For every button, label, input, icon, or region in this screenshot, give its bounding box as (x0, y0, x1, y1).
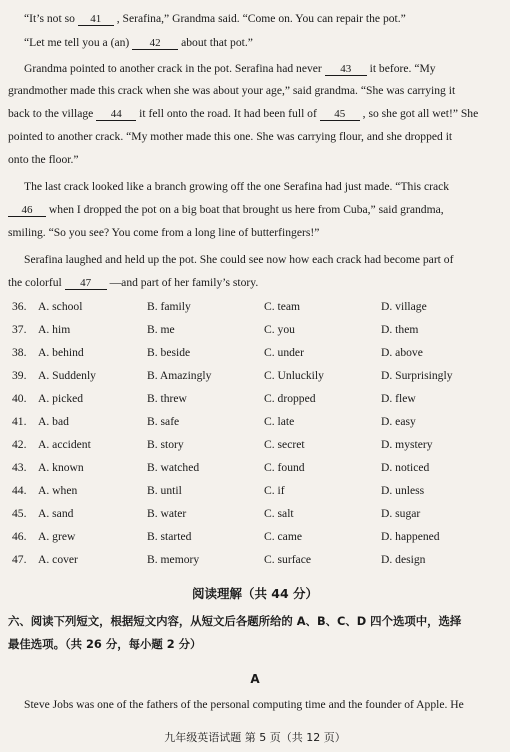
text: when I dropped the pot on a big boat that brought us here from Cuba,” said grandma, (48, 203, 444, 216)
option-row (12, 300, 502, 314)
question-number: 43. (12, 461, 27, 474)
option-b: B. water (147, 507, 187, 520)
option-b: B. story (147, 438, 184, 451)
question-number: 41. (12, 415, 27, 428)
option-row (12, 507, 502, 521)
question-number: 37. (12, 323, 27, 336)
question-number: 42. (12, 438, 27, 451)
option-c: C. team (264, 300, 301, 313)
passage-line (8, 107, 478, 121)
option-b: B. memory (147, 553, 200, 566)
passage-line: Steve Jobs was one of the fathers of the personal computing time and the founder of Apple. He (24, 698, 464, 711)
blank-43: 43 (325, 63, 367, 76)
option-row (12, 415, 502, 429)
question-number: 36. (12, 300, 27, 313)
blank-45: 45 (320, 108, 360, 121)
option-b: B. until (147, 484, 182, 497)
option-d: D. noticed (381, 461, 430, 474)
question-number: 40. (12, 392, 27, 405)
text: it fell onto the road. It had been full of (139, 107, 317, 120)
question-number: 39. (12, 369, 27, 382)
option-d: D. easy (381, 415, 416, 428)
section-heading: 阅读理解（共 44 分） (191, 586, 319, 601)
option-c: C. salt (264, 507, 294, 520)
passage-line (24, 12, 406, 26)
option-d: D. Surprisingly (381, 369, 453, 382)
option-b: B. Amazingly (147, 369, 212, 382)
option-c: C. Unluckily (264, 369, 324, 382)
option-row (12, 369, 502, 383)
option-c: C. came (264, 530, 302, 543)
blank-41: 41 (78, 13, 114, 26)
option-row (12, 484, 502, 498)
option-a: A. accident (38, 438, 91, 451)
passage-line: The last crack looked like a branch growing off the one Serafina had just made. “This crack (24, 180, 450, 193)
question-number: 47. (12, 553, 27, 566)
text: it before. “My (369, 62, 436, 75)
passage-line (8, 276, 258, 290)
option-a: A. grew (38, 530, 76, 543)
option-a: A. known (38, 461, 84, 474)
option-a: A. behind (38, 346, 84, 359)
passage-line: onto the floor.” (8, 153, 79, 166)
option-a: A. him (38, 323, 71, 336)
option-b: B. me (147, 323, 175, 336)
option-d: D. happened (381, 530, 440, 543)
blank-42: 42 (132, 37, 178, 50)
option-b: B. threw (147, 392, 187, 405)
blank-44: 44 (96, 108, 136, 121)
question-number: 38. (12, 346, 27, 359)
option-d: D. flew (381, 392, 416, 405)
option-c: C. secret (264, 438, 305, 451)
option-d: D. sugar (381, 507, 421, 520)
option-a: A. bad (38, 415, 69, 428)
text: “Let me tell you a (an) (24, 36, 130, 49)
text: the colorful (8, 276, 62, 289)
option-b: B. watched (147, 461, 200, 474)
option-d: D. village (381, 300, 427, 313)
blank-47: 47 (65, 277, 107, 290)
passage-line: smiling. “So you see? You come from a long line of butterfingers!” (8, 226, 320, 239)
option-row (12, 461, 502, 475)
text: —and part of her family’s story. (109, 276, 259, 289)
question-number: 45. (12, 507, 27, 520)
text: back to the village (8, 107, 94, 120)
option-d: D. them (381, 323, 419, 336)
text: “It’s not so (24, 12, 75, 25)
blank-46: 46 (8, 204, 46, 217)
passage-line: pointed to another crack. “My mother made this one. She was carrying flour, and she dropped it (8, 130, 453, 143)
option-row (12, 346, 502, 360)
passage-line (8, 203, 444, 217)
question-number: 44. (12, 484, 27, 497)
option-a: A. cover (38, 553, 78, 566)
passage-line (24, 36, 253, 50)
option-b: B. started (147, 530, 192, 543)
option-a: A. picked (38, 392, 84, 405)
text: , so she got all wet!” She (362, 107, 479, 120)
passage-line (24, 62, 436, 76)
option-a: A. Suddenly (38, 369, 96, 382)
question-number: 46. (12, 530, 27, 543)
option-b: B. family (147, 300, 191, 313)
option-a: A. sand (38, 507, 74, 520)
option-c: C. you (264, 323, 295, 336)
part-label: A (250, 672, 260, 686)
text: about that pot.” (181, 36, 253, 49)
option-c: C. surface (264, 553, 311, 566)
text: , Serafina,” Grandma said. “Come on. You can repair the pot.” (116, 12, 406, 25)
passage-line: grandmother made this crack when she was about your age,” said grandma. “She was carrying it (8, 84, 456, 97)
option-d: D. design (381, 553, 426, 566)
option-d: D. unless (381, 484, 425, 497)
option-b: B. beside (147, 346, 191, 359)
option-c: C. late (264, 415, 295, 428)
option-row (12, 392, 502, 406)
option-row (12, 438, 502, 452)
text: Grandma pointed to another crack in the pot. Serafina had never (24, 62, 322, 75)
option-a: A. when (38, 484, 78, 497)
option-c: C. under (264, 346, 304, 359)
instruction-line: 最佳选项。（共 26 分，每小题 2 分） (8, 637, 202, 651)
option-b: B. safe (147, 415, 180, 428)
option-c: C. dropped (264, 392, 316, 405)
option-row (12, 323, 502, 337)
option-d: D. above (381, 346, 423, 359)
passage-line: Serafina laughed and held up the pot. She could see now how each crack had become part of (24, 253, 454, 266)
instruction-line: 六、阅读下列短文，根据短文内容，从短文后各题所给的 A、B、C、D 四个选项中，选择 (8, 614, 462, 628)
option-c: C. if (264, 484, 285, 497)
page-footer: 九年级英语试题 第 5 页（共 12 页） (164, 731, 346, 744)
option-d: D. mystery (381, 438, 433, 451)
option-row (12, 553, 502, 567)
option-c: C. found (264, 461, 305, 474)
option-a: A. school (38, 300, 83, 313)
option-row (12, 530, 502, 544)
